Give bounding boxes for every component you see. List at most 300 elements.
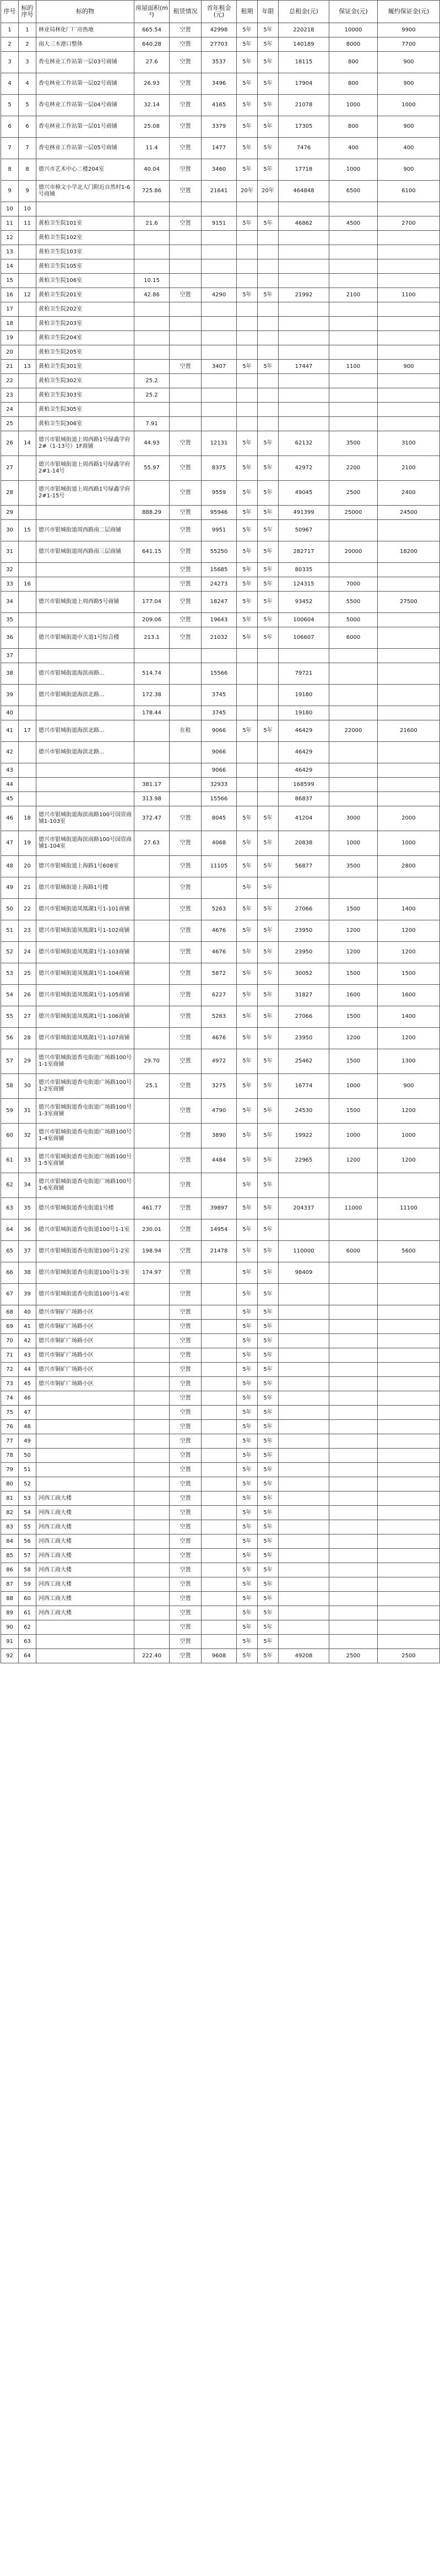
row-total: [279, 1284, 329, 1305]
row-no: 35: [1, 613, 19, 627]
row-total: 98409: [279, 1262, 329, 1284]
row-years: 5年: [258, 1198, 279, 1219]
table-row: [1, 792, 440, 806]
table-row: [1, 627, 440, 649]
row-lot: 57: [19, 1549, 36, 1563]
row-status: [170, 331, 202, 345]
table-row: [1, 1534, 440, 1549]
row-status: 空置: [170, 613, 202, 627]
row-no: 85: [1, 1549, 19, 1563]
row-perf: 1200: [378, 1148, 440, 1173]
lease-table: [1, 0, 440, 1663]
row-status: 空置: [170, 1563, 202, 1577]
table-row: [1, 302, 440, 317]
row-status: 空置: [170, 577, 202, 592]
row-term: 5年: [237, 1620, 258, 1635]
row-lot: [19, 481, 36, 506]
row-lot: [19, 763, 36, 778]
row-area: [134, 1577, 170, 1592]
row-no: 89: [1, 1606, 19, 1620]
table-row: [1, 1520, 440, 1534]
row-years: 5年: [258, 1320, 279, 1334]
row-perf: [378, 763, 440, 778]
row-rent: 4676: [202, 1028, 237, 1049]
row-rent: [202, 1477, 237, 1492]
row-name: 黄柏卫生院103室: [36, 245, 134, 259]
row-total: [279, 1463, 329, 1477]
row-no: 51: [1, 920, 19, 942]
row-years: 5年: [258, 877, 279, 899]
row-status: 空置: [170, 563, 202, 577]
row-deposit: [329, 302, 378, 317]
row-deposit: 1100: [329, 360, 378, 374]
row-total: 106607: [279, 627, 329, 649]
row-total: [279, 1449, 329, 1463]
row-rent: 5872: [202, 963, 237, 985]
row-status: [170, 259, 202, 274]
row-total: [279, 1620, 329, 1635]
row-total: 140189: [279, 37, 329, 52]
row-total: 168599: [279, 778, 329, 792]
row-rent: [202, 1173, 237, 1198]
row-name: 河西工商大楼: [36, 1492, 134, 1506]
row-name: 德兴市银城街道香屯街道1号楼: [36, 1198, 134, 1219]
row-deposit: 1200: [329, 920, 378, 942]
row-deposit: [329, 1173, 378, 1198]
row-rent: 3379: [202, 116, 237, 138]
row-name: 德兴市银城街道上海路1号608室: [36, 856, 134, 877]
row-total: 491399: [279, 506, 329, 520]
table-row: [1, 1377, 440, 1391]
table-row: [1, 1148, 440, 1173]
row-deposit: 5000: [329, 613, 378, 627]
row-area: 40.04: [134, 159, 170, 181]
row-no: 67: [1, 1284, 19, 1305]
row-lot: 52: [19, 1477, 36, 1492]
row-area: 7.91: [134, 417, 170, 431]
row-area: [134, 720, 170, 742]
row-total: 464848: [279, 181, 329, 202]
row-perf: 2000: [378, 806, 440, 831]
row-status: [170, 706, 202, 720]
row-no: 77: [1, 1434, 19, 1449]
row-term: 5年: [237, 1506, 258, 1520]
row-lot: [19, 685, 36, 706]
row-deposit: 8000: [329, 37, 378, 52]
row-lot: 9: [19, 181, 36, 202]
row-lot: [19, 374, 36, 388]
row-area: 27.6: [134, 52, 170, 73]
row-status: 空置: [170, 116, 202, 138]
table-row: [1, 1305, 440, 1320]
row-deposit: [329, 1492, 378, 1506]
row-rent: [202, 245, 237, 259]
row-area: 230.01: [134, 1219, 170, 1241]
table-row: [1, 1198, 440, 1219]
row-term: [237, 331, 258, 345]
row-lot: 24: [19, 942, 36, 963]
row-term: [237, 792, 258, 806]
row-term: 5年: [237, 481, 258, 506]
row-lot: 6: [19, 116, 36, 138]
row-deposit: [329, 1635, 378, 1649]
row-deposit: 1200: [329, 1148, 378, 1173]
row-name: [36, 506, 134, 520]
row-status: [170, 274, 202, 288]
row-years: [258, 388, 279, 403]
row-years: 5年: [258, 23, 279, 37]
row-years: 5年: [258, 1620, 279, 1635]
row-perf: [378, 706, 440, 720]
row-rent: 9151: [202, 216, 237, 231]
row-no: 92: [1, 1649, 19, 1663]
row-perf: 1100: [378, 288, 440, 302]
row-no: 71: [1, 1348, 19, 1363]
row-years: [258, 649, 279, 663]
row-years: 5年: [258, 1074, 279, 1099]
row-lot: [19, 649, 36, 663]
row-lot: [19, 245, 36, 259]
row-area: 11.4: [134, 138, 170, 159]
row-name: [36, 1463, 134, 1477]
row-status: 空置: [170, 1635, 202, 1649]
row-years: [258, 202, 279, 216]
row-rent: [202, 649, 237, 663]
row-years: 5年: [258, 1219, 279, 1241]
table-row: [1, 831, 440, 856]
row-perf: [378, 778, 440, 792]
row-area: 381.17: [134, 778, 170, 792]
row-name: 德兴市银城街道海滨南路...: [36, 663, 134, 685]
row-area: [134, 1124, 170, 1148]
row-total: 62132: [279, 431, 329, 456]
row-area: [134, 1391, 170, 1406]
row-years: [258, 302, 279, 317]
row-status: [170, 388, 202, 403]
row-rent: 15685: [202, 563, 237, 577]
row-status: 空置: [170, 181, 202, 202]
table-row: [1, 663, 440, 685]
row-name: 河西工商大楼: [36, 1577, 134, 1592]
row-term: 5年: [237, 138, 258, 159]
row-no: 64: [1, 1219, 19, 1241]
row-perf: [378, 1219, 440, 1241]
row-lot: 55: [19, 1520, 36, 1534]
row-years: 5年: [258, 1348, 279, 1363]
row-term: 5年: [237, 1363, 258, 1377]
row-lot: 25: [19, 963, 36, 985]
row-name: 香屯林业工作站第一层04号商铺: [36, 95, 134, 116]
row-area: [134, 899, 170, 920]
row-years: 5年: [258, 1635, 279, 1649]
row-term: 5年: [237, 899, 258, 920]
header-years: 年限: [258, 1, 279, 23]
row-total: 17718: [279, 159, 329, 181]
row-rent: 4484: [202, 1148, 237, 1173]
row-name: 黄柏卫生院302室: [36, 374, 134, 388]
row-name: 德兴市银城街道香屯街道广场路100号1-4室商铺: [36, 1124, 134, 1148]
row-status: 空置: [170, 95, 202, 116]
row-area: [134, 331, 170, 345]
table-row: [1, 1606, 440, 1620]
row-years: 5年: [258, 985, 279, 1006]
header-area: 房屋面积(m²): [134, 1, 170, 23]
row-total: [279, 1534, 329, 1549]
row-lot: 58: [19, 1563, 36, 1577]
row-years: 5年: [258, 520, 279, 541]
row-perf: [378, 1477, 440, 1492]
row-rent: [202, 1506, 237, 1520]
row-no: 79: [1, 1463, 19, 1477]
row-lot: 13: [19, 360, 36, 374]
row-perf: 2100: [378, 456, 440, 481]
row-rent: 42998: [202, 23, 237, 37]
row-years: 5年: [258, 831, 279, 856]
row-total: 19180: [279, 706, 329, 720]
row-area: [134, 1620, 170, 1635]
row-lot: [19, 706, 36, 720]
row-no: 42: [1, 742, 19, 763]
row-name: 德兴市银城街道凤凰湖1号1-101商铺: [36, 899, 134, 920]
table-row: [1, 1124, 440, 1148]
row-years: [258, 417, 279, 431]
row-term: [237, 403, 258, 417]
row-deposit: [329, 778, 378, 792]
row-term: 5年: [237, 116, 258, 138]
row-deposit: [329, 877, 378, 899]
row-deposit: 7000: [329, 577, 378, 592]
table-row: [1, 259, 440, 274]
table-row: [1, 1477, 440, 1492]
row-term: 5年: [237, 1334, 258, 1348]
header-perf: 履约保证金(元): [378, 1, 440, 23]
row-no: 29: [1, 506, 19, 520]
row-area: [134, 942, 170, 963]
row-rent: 4790: [202, 1099, 237, 1124]
row-rent: 4676: [202, 942, 237, 963]
row-deposit: 22000: [329, 720, 378, 742]
row-lot: 23: [19, 920, 36, 942]
row-name: [36, 202, 134, 216]
row-lot: 26: [19, 985, 36, 1006]
row-rent: 4290: [202, 288, 237, 302]
row-deposit: [329, 317, 378, 331]
row-no: 20: [1, 345, 19, 360]
row-lot: 11: [19, 216, 36, 231]
row-no: 26: [1, 431, 19, 456]
row-name: [36, 563, 134, 577]
row-area: [134, 1534, 170, 1549]
row-term: [237, 763, 258, 778]
row-perf: [378, 1391, 440, 1406]
table-row: [1, 1099, 440, 1124]
row-lot: 4: [19, 73, 36, 95]
row-total: 7476: [279, 138, 329, 159]
row-status: 空置: [170, 1241, 202, 1262]
row-perf: [378, 331, 440, 345]
row-name: 黄柏卫生院204室: [36, 331, 134, 345]
row-perf: [378, 1284, 440, 1305]
row-perf: [378, 649, 440, 663]
row-perf: [378, 1406, 440, 1420]
row-rent: 32933: [202, 778, 237, 792]
row-status: 空置: [170, 831, 202, 856]
row-status: 空置: [170, 1334, 202, 1348]
row-perf: [378, 231, 440, 245]
row-no: 39: [1, 685, 19, 706]
row-no: 38: [1, 663, 19, 685]
table-row: [1, 95, 440, 116]
row-status: 空置: [170, 877, 202, 899]
row-area: [134, 1449, 170, 1463]
row-no: 31: [1, 541, 19, 563]
row-name: 德兴市银城街道中大道1号综合楼: [36, 627, 134, 649]
row-status: 空置: [170, 1449, 202, 1463]
row-area: 10.15: [134, 274, 170, 288]
row-rent: 24273: [202, 577, 237, 592]
row-rent: 3460: [202, 159, 237, 181]
table-row: [1, 1363, 440, 1377]
row-name: 河西工商大楼: [36, 1520, 134, 1534]
row-years: 5年: [258, 613, 279, 627]
row-total: [279, 877, 329, 899]
row-total: [279, 1320, 329, 1334]
row-total: [279, 374, 329, 388]
row-rent: 9066: [202, 720, 237, 742]
row-years: 5年: [258, 592, 279, 613]
table-row: [1, 1049, 440, 1074]
row-term: 5年: [237, 360, 258, 374]
row-no: 49: [1, 877, 19, 899]
row-rent: [202, 1284, 237, 1305]
row-name: 河西工商大楼: [36, 1506, 134, 1520]
row-deposit: 3500: [329, 431, 378, 456]
row-no: 86: [1, 1563, 19, 1577]
row-total: [279, 274, 329, 288]
row-total: [279, 1377, 329, 1391]
row-term: 5年: [237, 720, 258, 742]
row-status: 空置: [170, 1262, 202, 1284]
row-no: 34: [1, 592, 19, 613]
row-name: 黄柏卫生院205室: [36, 345, 134, 360]
row-perf: 1400: [378, 899, 440, 920]
row-total: 42972: [279, 456, 329, 481]
row-lot: 15: [19, 520, 36, 541]
row-status: 空置: [170, 899, 202, 920]
row-status: [170, 763, 202, 778]
row-name: 德兴市银城街道香屯街道广场路100号1-6室商铺: [36, 1173, 134, 1198]
row-lot: 22: [19, 899, 36, 920]
row-area: [134, 577, 170, 592]
row-area: 641.15: [134, 541, 170, 563]
row-no: 27: [1, 456, 19, 481]
row-term: 5年: [237, 95, 258, 116]
row-area: [134, 1506, 170, 1520]
row-years: [258, 374, 279, 388]
table-row: [1, 806, 440, 831]
row-years: 5年: [258, 806, 279, 831]
table-row: [1, 159, 440, 181]
row-total: 27066: [279, 899, 329, 920]
row-perf: [378, 1549, 440, 1563]
row-area: 198.94: [134, 1241, 170, 1262]
row-deposit: 1000: [329, 95, 378, 116]
row-lot: 2: [19, 37, 36, 52]
row-area: 42.86: [134, 288, 170, 302]
row-years: 5年: [258, 456, 279, 481]
row-lot: 50: [19, 1449, 36, 1463]
row-perf: [378, 663, 440, 685]
row-deposit: [329, 792, 378, 806]
row-deposit: [329, 563, 378, 577]
row-name: [36, 706, 134, 720]
row-years: 5年: [258, 1506, 279, 1520]
row-rent: 4165: [202, 95, 237, 116]
row-lot: 44: [19, 1363, 36, 1377]
row-area: [134, 403, 170, 417]
table-row: [1, 1434, 440, 1449]
row-perf: [378, 1305, 440, 1320]
row-total: [279, 331, 329, 345]
row-lot: 60: [19, 1592, 36, 1606]
row-status: 空置: [170, 985, 202, 1006]
row-deposit: 3000: [329, 806, 378, 831]
table-row: [1, 1262, 440, 1284]
row-rent: [202, 1363, 237, 1377]
table-row: [1, 942, 440, 963]
table-row: [1, 1620, 440, 1635]
row-years: 5年: [258, 942, 279, 963]
row-rent: 39897: [202, 1198, 237, 1219]
row-perf: [378, 1320, 440, 1334]
row-area: [134, 985, 170, 1006]
row-term: 5年: [237, 1592, 258, 1606]
row-term: 5年: [237, 1649, 258, 1663]
row-lot: [19, 417, 36, 431]
row-total: 56877: [279, 856, 329, 877]
row-area: [134, 1173, 170, 1198]
row-rent: [202, 1320, 237, 1334]
row-years: 5年: [258, 216, 279, 231]
row-years: 5年: [258, 1534, 279, 1549]
row-lot: 28: [19, 1028, 36, 1049]
row-area: [134, 742, 170, 763]
row-perf: 11100: [378, 1198, 440, 1219]
row-name: 德兴市银城街道香屯街道广场路100号1-2室商铺: [36, 1074, 134, 1099]
row-term: 5年: [237, 920, 258, 942]
row-years: 5年: [258, 1520, 279, 1534]
row-status: 空置: [170, 1577, 202, 1592]
row-no: 90: [1, 1620, 19, 1635]
row-lot: 31: [19, 1099, 36, 1124]
row-area: [134, 877, 170, 899]
row-years: 5年: [258, 431, 279, 456]
row-total: 46862: [279, 216, 329, 231]
row-no: 32: [1, 563, 19, 577]
table-row: [1, 1649, 440, 1663]
row-rent: 3537: [202, 52, 237, 73]
row-no: 37: [1, 649, 19, 663]
row-status: [170, 649, 202, 663]
row-term: 5年: [237, 37, 258, 52]
row-rent: 3407: [202, 360, 237, 374]
row-area: 461.77: [134, 1198, 170, 1219]
row-area: 32.14: [134, 95, 170, 116]
table-row: [1, 1391, 440, 1406]
row-term: 20年: [237, 181, 258, 202]
row-status: 空置: [170, 1434, 202, 1449]
row-years: [258, 274, 279, 288]
